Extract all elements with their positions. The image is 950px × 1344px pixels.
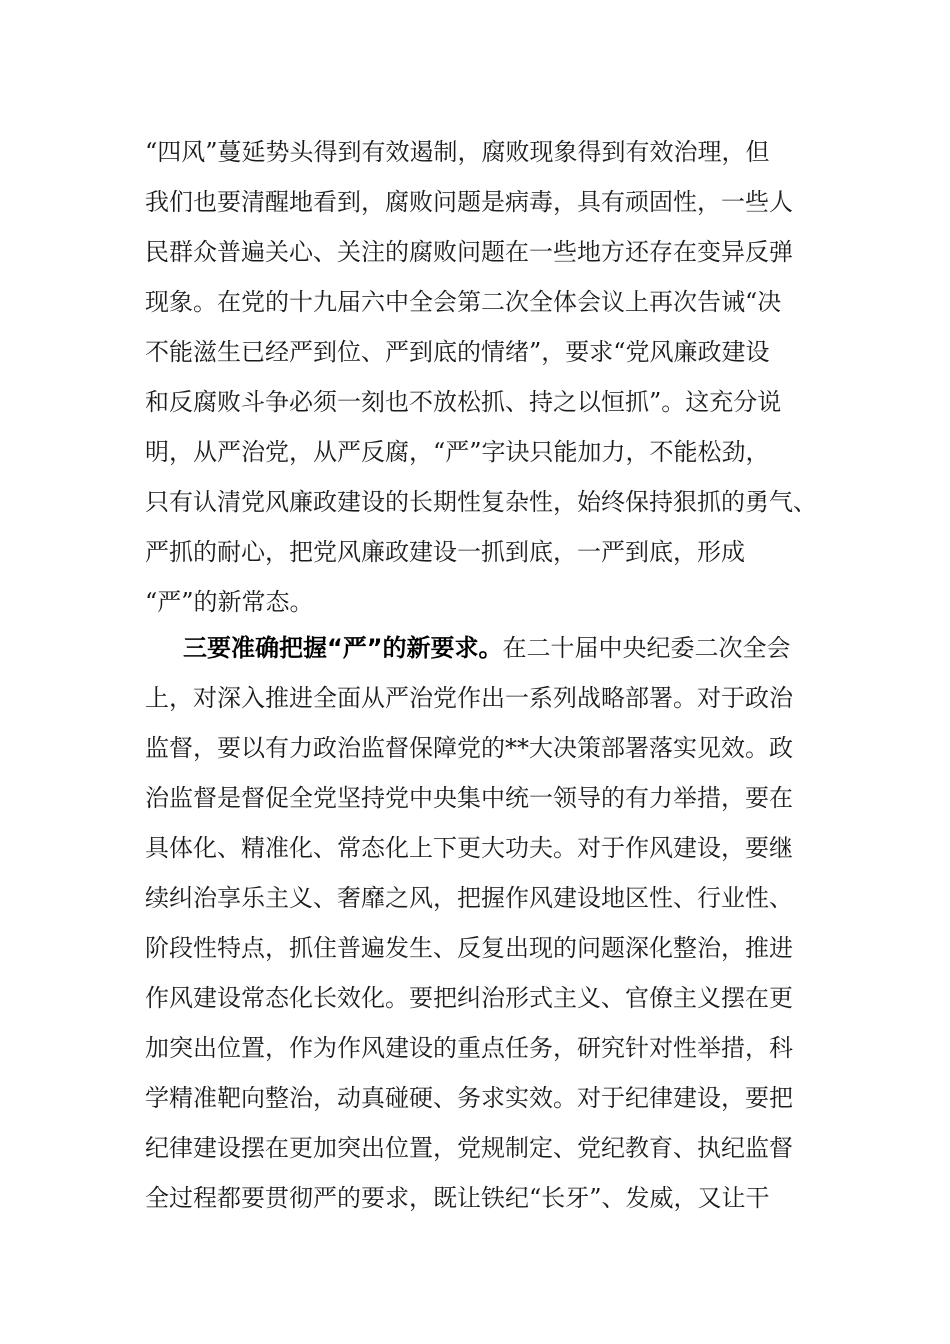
- paragraph-1-line: 和反腐败斗争必须一刻也不放松抓、持之以恒抓”。这充分说: [145, 388, 782, 416]
- paragraph-2-line: 上，对深入推进全面从严治党作出一系列战略部署。对于政治: [145, 684, 793, 712]
- paragraph-1-line: 不能滋生已经严到位、严到底的情绪”，要求“党风廉政建设: [145, 338, 770, 366]
- section-heading: 三要准确把握“严”的新要求。: [183, 634, 503, 662]
- paragraph-2-line: 阶段性特点，抓住普遍发生、反复出现的问题深化整治，推进: [145, 934, 793, 962]
- paragraph-2-line: 全过程都要贯彻严的要求，既让铁纪“长牙”、发威，又让干: [145, 1184, 770, 1212]
- paragraph-2-line: 续纠治享乐主义、奢靡之风，把握作风建设地区性、行业性、: [145, 884, 793, 912]
- paragraph-2-first-line: [145, 623, 825, 673]
- paragraph-2-first-line-text: 在二十届中央纪委二次全会: [502, 634, 791, 662]
- paragraph-2: [145, 623, 825, 1223]
- paragraph-1-line: 严抓的耐心，把党风廉政建设一抓到底，一严到底，形成: [145, 538, 745, 566]
- paragraph-1-line: 我们也要清醒地看到，腐败问题是病毒，具有顽固性，一些人: [145, 188, 793, 216]
- paragraph-2-line: 监督，要以有力政治监督保障党的**大决策部署落实见效。政: [145, 734, 793, 762]
- paragraph-1-line: 明，从严治党，从严反腐，“严”字诀只能加力，不能松劲，: [145, 438, 770, 466]
- paragraph-2-line: 具体化、精准化、常态化上下更大功夫。对于作风建设，要继: [145, 834, 793, 862]
- paragraph-2-line: 纪律建设摆在更加突出位置，党规制定、党纪教育、执纪监督: [145, 1134, 793, 1162]
- paragraph-2-line: 加突出位置，作为作风建设的重点任务，研究针对性举措，科: [145, 1034, 793, 1062]
- paragraph-1-line: 只有认清党风廉政建设的长期性复杂性，始终保持狠抓的勇气、: [145, 488, 817, 516]
- paragraph-1: [145, 127, 825, 627]
- paragraph-2-line: 治监督是督促全党坚持党中央集中统一领导的有力举措，要在: [145, 784, 793, 812]
- paragraph-1-line: “严”的新常态。: [145, 588, 314, 616]
- paragraph-1-line: “四风”蔓延势头得到有效遏制，腐败现象得到有效治理，但: [145, 138, 770, 166]
- paragraph-1-line: 现象。在党的十九届六中全会第二次全体会议上再次告诫“决: [145, 288, 782, 316]
- paragraph-1-line: 民群众普遍关心、关注的腐败问题在一些地方还存在变异反弹: [145, 238, 793, 266]
- paragraph-2-line: 学精准靶向整治，动真碰硬、务求实效。对于纪律建设，要把: [145, 1084, 793, 1112]
- paragraph-2-line: 作风建设常态化长效化。要把纠治形式主义、官僚主义摆在更: [145, 984, 793, 1012]
